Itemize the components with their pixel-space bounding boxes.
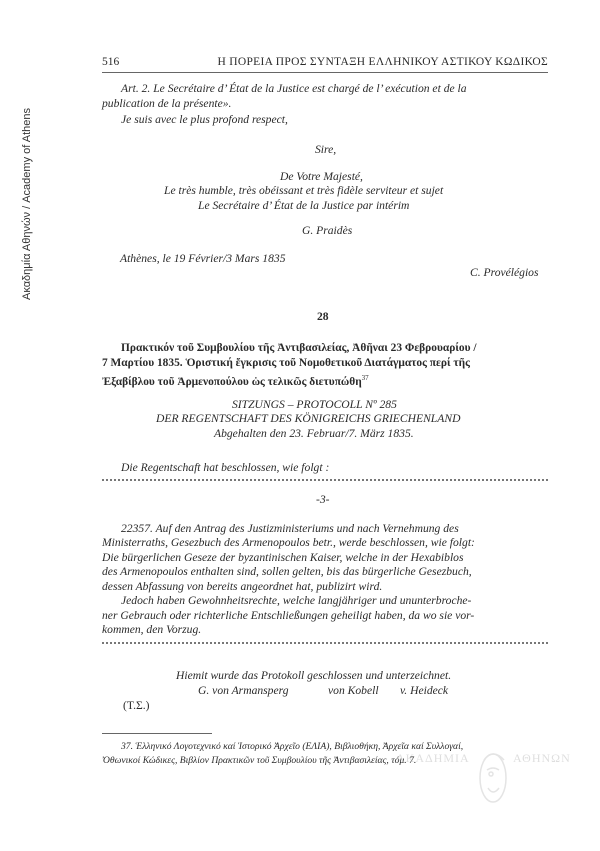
place-date: Athènes, le 19 Février/3 Mars 1835 bbox=[120, 252, 286, 265]
greek-title-line-3 bbox=[102, 371, 369, 389]
body-line-8: kommen, den Vorzug. bbox=[102, 623, 202, 636]
greek-title-line-1: Πρακτικόν τοῦ Συμβουλίου τῆς Ἀντιβασιλείας, Ἀθῆναι 23 Φεβρουαρίου / bbox=[121, 342, 477, 354]
signature-kobell: von Kobell bbox=[328, 684, 379, 697]
side-archive-label bbox=[21, 40, 35, 300]
body-line-1: 22357. Auf den Antrag des Justizministeriums und nach Vernehmung des bbox=[121, 522, 459, 535]
humble-servant-line: Le très humble, très obéissant et très fidèle serviteur et sujet bbox=[164, 184, 444, 197]
protocol-line-1: SITZUNGS – PROTOCOLL Nº 285 bbox=[232, 398, 397, 411]
section-marker: -3- bbox=[316, 493, 330, 506]
signature-heideck: v. Heideck bbox=[400, 684, 449, 697]
footnote-ref: 37 bbox=[361, 374, 369, 382]
running-title: Η ΠΟΡΕΙΑ ΠΡΟΣ ΣΥΝΤΑΞΗ ΕΛΛΗΝΙΚΟΥ ΑΣΤΙΚΟΥ ΚΩΔΙΚΟΣ bbox=[217, 56, 548, 68]
signature-armansperg: G. von Armansperg bbox=[198, 684, 289, 697]
body-line-2: Ministerraths, Gesezbuch des Armenopoulos betr., werde beschlossen, wie folgt: bbox=[102, 536, 475, 549]
protocol-line-3: Abgehalten den 23. Februar/7. März 1835. bbox=[214, 427, 414, 440]
body-line-6: Jedoch haben Gewohnheitsrechte, welche langjähriger und ununterbroche- bbox=[121, 594, 472, 607]
art-line-2: publication de la présente». bbox=[102, 97, 232, 110]
closing-line: Hiemit wurde das Protokoll geschlossen und unterzeichnet. bbox=[176, 669, 452, 682]
respect-line: Je suis avec le plus profond respect, bbox=[121, 113, 288, 126]
watermark-text-left: ΑΚΑΔΗΜΙΑ bbox=[396, 751, 470, 765]
regentschaft-line: Die Regentschaft hat beschlossen, wie folgt : bbox=[121, 461, 330, 474]
footnote-line-2: Ὀθωνικοί Κώδικες, Βιβλίον Πρακτικῶν τοῦ Συμβουλίου τῆς Ἀντιβασιλείας, τόμ. 7. bbox=[102, 755, 417, 766]
page-number: 516 bbox=[102, 56, 120, 68]
watermark-text-right: ΑΘΗΝΩΝ bbox=[513, 751, 571, 765]
athena-head-icon bbox=[480, 754, 506, 802]
seal-mark: (Τ.Σ.) bbox=[123, 699, 150, 712]
side-archive-text: Ακαδημία Αθηνών / Academy of Athens bbox=[21, 107, 33, 300]
secretaire-line: Le Secrétaire d’ État de la Justice par intérim bbox=[198, 199, 410, 212]
running-header bbox=[102, 56, 548, 73]
protocol-line-2: DER REGENTSCHAFT DES KÖNIGREICHS GRIECHENLAND bbox=[156, 412, 461, 425]
greek-title-line-2: 7 Μαρτίου 1835. Ὁριστική ἔγκρισις τοῦ Νομοθετικοῦ Διατάγματος περί τῆς bbox=[102, 357, 470, 369]
art-line-1: Art. 2. Le Secrétaire d’ État de la Justice est chargé de l’ exécution et de la bbox=[121, 82, 467, 95]
body-line-3: Die bürgerlichen Geseze der byzantinischen Kaiser, welche in der Hexabiblos bbox=[102, 551, 464, 564]
greek-title-text: Ἐξαβίβλου τοῦ Ἁρμενοπούλου ὡς τελικῶς διετυπώθη bbox=[102, 375, 362, 388]
dotted-separator-1 bbox=[102, 476, 548, 481]
salutation-sire: Sire, bbox=[315, 143, 337, 156]
signer-praides: G. Praidès bbox=[302, 224, 353, 237]
countersign-provelegios: C. Provélégios bbox=[470, 266, 539, 279]
dotted-separator-2 bbox=[102, 639, 548, 644]
section-number: 28 bbox=[317, 310, 329, 323]
body-line-4: des Armenopoulos enthalten sind, sollen gelten, bis das bürgerliche Gesezbuch, bbox=[102, 565, 472, 578]
footnote-line-1: 37. Ἑλληνικό Λογοτεχνικό καί Ἱστορικό Ἀρχεῖο (ΕΛΙΑ), Βιβλιοθήκη, Ἀρχεῖα καί Συλλογαί, bbox=[121, 741, 464, 752]
body-line-5: dessen Abfassung von bereits angeordnet hat, publizirt wird. bbox=[102, 580, 383, 593]
votre-majeste: De Votre Majesté, bbox=[280, 170, 363, 183]
academy-watermark bbox=[396, 738, 571, 818]
body-line-7: ner Gebrauch oder richterliche Entschließungen geheiligt haben, da wo sie vor- bbox=[102, 609, 475, 622]
footnote-rule bbox=[102, 733, 212, 734]
